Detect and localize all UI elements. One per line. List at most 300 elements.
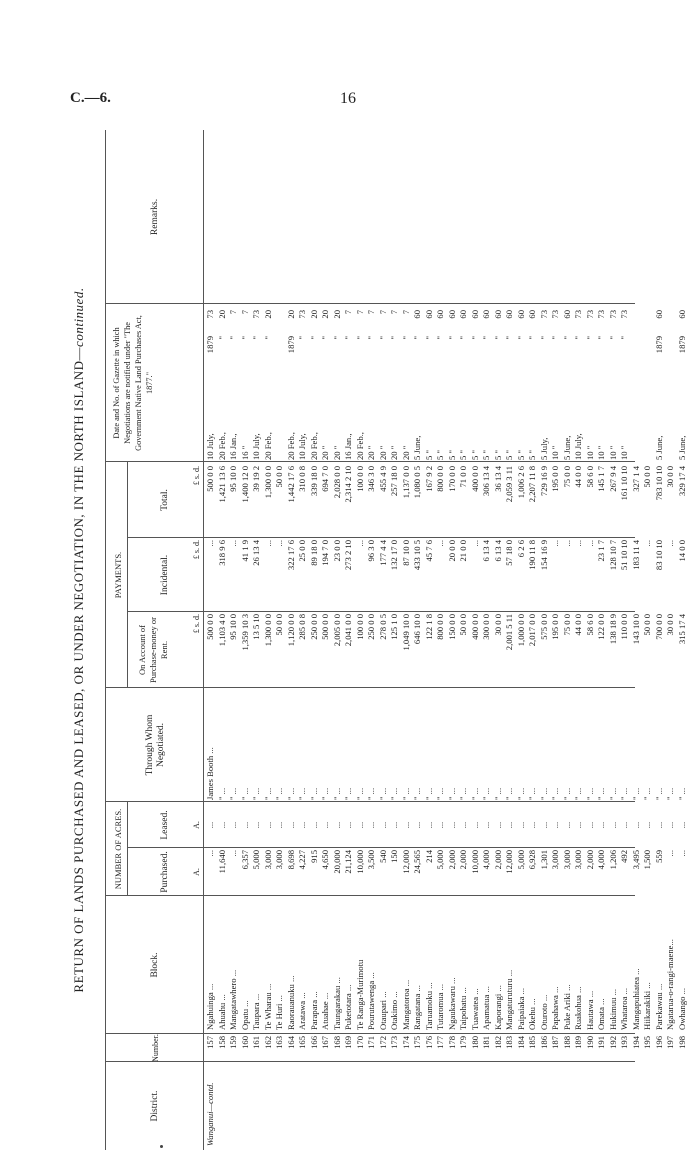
table-row	[401, 130, 413, 1150]
row-gazette-number: 60	[446, 310, 457, 319]
table-row	[516, 130, 528, 1150]
row-number: 159	[228, 1036, 238, 1049]
table-row	[412, 130, 424, 1150]
row-leased: ...	[262, 821, 273, 829]
row-gazette-year: "	[239, 336, 250, 340]
col-header-remarks: Remarks.	[150, 198, 160, 236]
row-purchased: 5,000	[435, 850, 445, 870]
row-gazette-number: 73	[584, 310, 595, 319]
row-leased: ...	[400, 821, 411, 829]
table-row	[320, 130, 332, 1150]
row-gazette-date: 10 July,	[297, 433, 307, 460]
row-block: Puketotara ...	[343, 984, 353, 1030]
row-gazette-year: "	[251, 336, 261, 340]
table-row	[297, 130, 309, 1150]
row-gazette-date: 20 "	[377, 445, 388, 460]
table-row	[355, 130, 367, 1150]
table-row	[539, 130, 551, 1150]
row-block: Te Huri ...	[274, 995, 284, 1030]
table-row	[504, 130, 516, 1150]
row-total: 2,059 3 11	[504, 466, 514, 503]
row-gazette-year: 1879	[676, 336, 687, 354]
table-row	[585, 130, 597, 1150]
row-negotiated: " ...	[389, 787, 399, 800]
row-negotiated: " ...	[596, 787, 606, 800]
row-incidental: 51 10 10	[619, 540, 629, 571]
row-gazette-year: "	[320, 336, 330, 340]
row-gazette-date: 10 "	[619, 445, 629, 460]
row-total: 327 1 4	[630, 466, 641, 492]
table-row	[228, 130, 240, 1150]
row-gazette-number: 7	[366, 310, 376, 315]
row-block: Tuawatea ...	[469, 988, 480, 1030]
row-purchased: 12,000	[400, 850, 411, 874]
row-gazette-number: 73	[607, 310, 618, 319]
row-gazette-date: 16 "	[239, 445, 250, 460]
row-negotiated: " ...	[320, 787, 330, 800]
row-number: 185	[527, 1036, 537, 1049]
row-incidental: 87 10 0	[400, 540, 411, 566]
row-gazette-year: "	[308, 336, 319, 340]
row-leased: ...	[285, 821, 296, 829]
row-on-account: 400 0 0	[469, 614, 480, 640]
row-gazette-year: "	[550, 336, 560, 340]
row-negotiated: " ...	[239, 787, 250, 800]
row-total: 71 0 0	[458, 466, 468, 488]
row-purchased: 214	[423, 850, 434, 863]
row-block: Rangatana ...	[412, 985, 422, 1030]
row-purchased: 3,000	[550, 850, 560, 870]
row-incidental: ...	[561, 540, 572, 547]
row-leased: ...	[366, 821, 376, 829]
row-gazette-number: 60	[481, 310, 491, 319]
row-gazette-number: 7	[354, 310, 365, 315]
row-purchased: 3,000	[573, 850, 583, 870]
row-gazette-year: "	[584, 336, 595, 340]
row-on-account: 50 0 0	[274, 614, 284, 636]
row-block: Oturoto ...	[538, 994, 549, 1030]
row-leased: ...	[515, 821, 526, 829]
row-on-account: 250 0 0	[366, 614, 376, 640]
row-purchased: 24,565	[412, 850, 422, 874]
row-negotiated: " ...	[584, 787, 595, 800]
row-gazette-number: 20	[331, 310, 342, 319]
row-total: 170 0 0	[446, 466, 457, 492]
row-incidental: 128 10 7	[607, 540, 618, 571]
table-row	[343, 130, 355, 1150]
row-leased: ...	[458, 821, 468, 829]
row-number: 181	[481, 1036, 491, 1049]
row-gazette-number: 73	[538, 310, 549, 319]
row-gazette-year: "	[435, 336, 445, 340]
row-gazette-date: 5 "	[515, 450, 526, 460]
row-incidental: 23 1 7	[596, 540, 606, 562]
row-on-account: 646 10 0	[412, 614, 422, 645]
row-negotiated: " ...	[504, 787, 514, 800]
col-header-date: Date and No. of Gazette in which Negotiations are notified under "The Government Native Land Purchases Act, 1877."	[112, 315, 154, 451]
row-gazette-date: 20 Feb.,	[216, 432, 227, 460]
row-negotiated: " ...	[492, 787, 503, 800]
row-leased: ...	[642, 821, 652, 829]
row-gazette-number: 60	[458, 310, 468, 319]
row-purchased: 5,000	[515, 850, 526, 870]
row-block: Kaporangi ...	[492, 985, 503, 1030]
row-gazette-date: 20 "	[366, 445, 376, 460]
table-row	[389, 130, 401, 1150]
row-negotiated: " ...	[297, 787, 307, 800]
row-total: 346 3 0	[366, 466, 376, 492]
row-gazette-number: 7	[239, 310, 250, 315]
row-gazette-number: 7	[389, 310, 399, 315]
row-incidental: 273 2 10	[343, 540, 353, 571]
row-block: Omata ...	[596, 998, 606, 1030]
row-leased: ...	[423, 821, 434, 829]
row-incidental: 132 17 0	[389, 540, 399, 571]
row-negotiated: " ...	[423, 787, 434, 800]
row-gazette-year: "	[354, 336, 365, 340]
row-total: 500 0 0	[205, 466, 215, 492]
row-purchased: 12,000	[504, 850, 514, 874]
row-number: 195	[642, 1036, 652, 1049]
row-negotiated: " ...	[538, 787, 549, 800]
table-row	[332, 130, 344, 1150]
row-leased: ...	[412, 821, 422, 829]
row-gazette-date: 5 July,	[538, 437, 549, 460]
row-total: 2,207 11 8	[527, 466, 537, 503]
row-number: 197	[665, 1036, 675, 1049]
row-block: Ngatarua-o-rangi-maene...	[665, 939, 675, 1030]
row-gazette-year: "	[412, 336, 422, 340]
row-incidental: 41 1 9	[239, 540, 250, 562]
row-leased: ...	[320, 821, 330, 829]
row-on-account: 50 0 0	[458, 614, 468, 636]
row-gazette-date: 10 "	[596, 445, 606, 460]
row-incidental: 190 11 8	[527, 540, 537, 570]
row-number: 171	[366, 1036, 376, 1049]
row-leased: ...	[538, 821, 549, 829]
row-purchased: 1,301	[538, 850, 549, 870]
row-negotiated: " ...	[343, 787, 353, 800]
row-gazette-date: 5 "	[469, 450, 480, 460]
row-total: 800 0 0	[435, 466, 445, 492]
row-number: 164	[285, 1036, 296, 1049]
row-negotiated: " ...	[458, 787, 468, 800]
col-header-district: District.	[150, 1090, 160, 1122]
row-negotiated: " ...	[527, 787, 537, 800]
unit-purchased: A.	[192, 868, 201, 876]
row-total: 310 0 8	[297, 466, 307, 492]
row-purchased: 4,000	[481, 850, 491, 870]
row-block: Raorauanuku ...	[285, 975, 296, 1030]
row-incidental: 89 18 0	[308, 540, 319, 566]
row-number: 168	[331, 1036, 342, 1049]
row-gazette-year: "	[366, 336, 376, 340]
row-total: 339 18 0	[308, 466, 319, 497]
table-row	[274, 130, 286, 1150]
row-gazette-number: 73	[573, 310, 583, 319]
table-row	[550, 130, 562, 1150]
row-gazette-number: 60	[492, 310, 503, 319]
row-number: 179	[458, 1036, 468, 1049]
row-gazette-year: "	[331, 336, 342, 340]
row-block: Taungarakau ...	[331, 977, 342, 1030]
row-on-account: 75 0 0	[561, 614, 572, 636]
row-number: 166	[308, 1036, 319, 1049]
row-total: 694 7 0	[320, 466, 330, 492]
table-row	[309, 130, 321, 1150]
row-number: 191	[596, 1036, 606, 1049]
row-gazette-date: 5 June,	[653, 435, 664, 460]
row-purchased: 915	[308, 850, 319, 863]
row-on-account: 195 0 0	[550, 614, 560, 640]
row-leased: ...	[228, 821, 238, 829]
row-number: 182	[492, 1036, 503, 1049]
row-on-account: 122 0 0	[596, 614, 606, 640]
row-purchased: ...	[205, 850, 215, 857]
col-header-block: Block.	[150, 952, 160, 978]
table-row	[251, 130, 263, 1150]
row-purchased: 1,206	[607, 850, 618, 870]
row-leased: ...	[389, 821, 399, 829]
row-gazette-year: "	[423, 336, 434, 340]
row-gazette-year: "	[596, 336, 606, 340]
row-leased: ...	[492, 821, 503, 829]
row-total: 195 0 0	[550, 466, 560, 492]
row-total: 95 10 0	[228, 466, 238, 492]
row-incidental: ...	[205, 540, 215, 547]
row-on-account: 2,001 5 11	[504, 614, 514, 651]
row-gazette-number: 60	[435, 310, 445, 319]
table-row	[458, 130, 470, 1150]
row-negotiated: " ...	[285, 787, 296, 800]
acres-group-rule	[127, 802, 128, 896]
row-block: Te Wharau ...	[262, 983, 273, 1030]
row-block: Whataroa ...	[619, 988, 629, 1030]
row-gazette-date: 10 July,	[205, 433, 215, 460]
header-bottom-rule	[203, 130, 204, 1150]
row-leased: ...	[297, 821, 307, 829]
row-block: Taruamoku ...	[423, 982, 434, 1030]
row-total: 1,137 0 0	[400, 466, 411, 499]
row-total: 783 10 10	[653, 466, 664, 501]
row-gazette-number: 73	[251, 310, 261, 319]
row-gazette-date: 16 Jan.,	[228, 433, 238, 460]
row-total: 1,421 13 6	[216, 466, 227, 503]
row-gazette-date: 10 July,	[251, 433, 261, 460]
row-number: 172	[377, 1036, 388, 1049]
row-number: 178	[446, 1036, 457, 1049]
col-header-on-account: On Account of Purchase-money or Rent.	[137, 617, 169, 683]
row-block: Hiikarakiki ...	[642, 982, 652, 1030]
row-number: 174	[400, 1036, 411, 1049]
row-total: 267 9 4	[607, 466, 618, 492]
table-row	[562, 130, 574, 1150]
row-incidental: 194 7 0	[320, 540, 330, 566]
table-row	[481, 130, 493, 1150]
col-header-incidental: Incidental.	[160, 554, 170, 596]
row-on-account: 2,041 0 0	[343, 614, 353, 647]
row-incidental: 6 13 4	[492, 540, 503, 562]
table-row	[447, 130, 459, 1150]
row-leased: ...	[630, 821, 641, 829]
table-row	[619, 130, 631, 1150]
row-on-account: 1,000 0 0	[515, 614, 526, 647]
row-negotiated: " ...	[435, 787, 445, 800]
row-gazette-year: "	[573, 336, 583, 340]
row-gazette-number: 7	[228, 310, 238, 315]
row-negotiated: " ...	[216, 787, 227, 800]
row-block: Opatu ...	[239, 1000, 250, 1030]
row-number: 175	[412, 1036, 422, 1049]
unit-on-account: £ s. d.	[192, 614, 201, 634]
col-header-payments-group: PAYMENTS.	[113, 551, 123, 599]
row-block: Ngahuinga ...	[205, 983, 215, 1030]
row-gazette-date: 20 "	[389, 445, 399, 460]
row-purchased: 21,124	[343, 850, 353, 874]
row-on-account: 95 10 0	[228, 614, 238, 640]
row-purchased: 492	[619, 850, 629, 863]
row-incidental: 177 4 4	[377, 540, 388, 566]
row-on-account: 2,005 0 0	[331, 614, 342, 647]
row-incidental: ...	[228, 540, 238, 547]
row-total: 167 9 2	[423, 466, 434, 492]
row-gazette-number: 20	[285, 310, 296, 319]
table-row	[286, 130, 298, 1150]
row-total: 257 18 0	[389, 466, 399, 497]
row-gazette-year: 1879	[205, 336, 215, 354]
row-incidental: ...	[584, 540, 595, 547]
row-leased: ...	[550, 821, 560, 829]
row-total: 100 0 0	[354, 466, 365, 492]
row-leased: ...	[527, 821, 537, 829]
page-number: 16	[340, 90, 356, 107]
row-district: Wanganui—contd.	[205, 1082, 215, 1146]
row-block: Otakimo ...	[389, 991, 399, 1030]
row-on-account: 30 0 0	[492, 614, 503, 636]
row-total: 400 0 0	[469, 466, 480, 492]
table-row	[378, 130, 390, 1150]
row-purchased: 3,000	[561, 850, 572, 870]
col-header-total: Total.	[160, 489, 170, 511]
row-negotiated: " ...	[377, 787, 388, 800]
row-incidental: ...	[573, 540, 583, 547]
row-gazette-date: 20 Feb.,	[354, 432, 365, 460]
row-total: 455 4 9	[377, 466, 388, 492]
row-leased: ...	[308, 821, 319, 829]
row-block: Te Ranga-Murimotu	[354, 959, 365, 1030]
row-gazette-year: 1879	[285, 336, 296, 354]
row-gazette-number: 20	[216, 310, 227, 319]
row-total: 2,314 2 10	[343, 466, 353, 503]
table-row	[217, 130, 229, 1150]
row-leased: ...	[446, 821, 457, 829]
row-purchased: 5,000	[251, 850, 261, 870]
row-block: Owhango ...	[676, 987, 687, 1030]
row-gazette-date: 5 "	[446, 450, 457, 460]
row-leased: ...	[216, 821, 227, 829]
row-incidental: ...	[435, 540, 445, 547]
row-block: Mangatawhero ...	[228, 969, 238, 1030]
table-row	[240, 130, 252, 1150]
table-row	[631, 130, 643, 1150]
row-gazette-number: 73	[297, 310, 307, 319]
table-title-main: RETURN OF LANDS PURCHASED AND LEASED, OR UNDER NEGOTIATION, IN THE NORTH ISLAND—	[71, 346, 86, 993]
row-leased: ...	[251, 821, 261, 829]
row-leased: ...	[504, 821, 514, 829]
row-gazette-date: 5 "	[527, 450, 537, 460]
row-number: 158	[216, 1036, 227, 1049]
row-negotiated: " ...	[619, 787, 629, 800]
row-negotiated: " ...	[308, 787, 319, 800]
row-negotiated: " ...	[446, 787, 457, 800]
row-incidental: 154 16 9	[538, 540, 549, 571]
row-gazette-date: 20 Feb.,	[285, 432, 296, 460]
row-number: 177	[435, 1036, 445, 1049]
row-gazette-number: 60	[515, 310, 526, 319]
row-gazette-number: 73	[550, 310, 560, 319]
row-leased: ...	[481, 821, 491, 829]
col-header-purchased: Purchased.	[160, 851, 170, 893]
row-gazette-year: "	[458, 336, 468, 340]
row-leased: ...	[377, 821, 388, 829]
row-gazette-date: 5 "	[504, 450, 514, 460]
row-block: Ruakohua ...	[573, 986, 583, 1030]
table-row	[493, 130, 505, 1150]
row-number: 173	[389, 1036, 399, 1049]
row-negotiated: " ...	[642, 787, 652, 800]
row-purchased: 3,000	[262, 850, 273, 870]
row-purchased: 4,000	[596, 850, 606, 870]
row-number: 186	[538, 1036, 549, 1049]
row-leased: ...	[619, 821, 629, 829]
row-negotiated: James Booth ...	[205, 747, 215, 800]
row-block: Apamatua ...	[481, 986, 491, 1030]
payments-group-rule	[127, 462, 128, 688]
row-block: Aratawa ...	[297, 992, 307, 1030]
row-gazette-date: 5 June,	[676, 435, 687, 460]
row-gazette-date: 5 June,	[561, 435, 572, 460]
row-total: 39 19 2	[251, 466, 261, 492]
row-number: 183	[504, 1036, 514, 1049]
row-negotiated: " ...	[400, 787, 411, 800]
row-gazette-date: 10 "	[550, 445, 560, 460]
row-leased: ...	[274, 821, 284, 829]
row-purchased: 2,000	[458, 850, 468, 870]
row-gazette-date: 5 "	[481, 450, 491, 460]
row-incidental: ...	[665, 540, 675, 547]
row-total: 161 10 10	[619, 466, 629, 501]
row-on-account: 800 0 0	[435, 614, 445, 640]
row-purchased: 2,000	[584, 850, 595, 870]
row-on-account: 1,103 4 0	[216, 614, 227, 647]
row-gazette-date: 5 "	[492, 450, 503, 460]
row-purchased: 8,698	[285, 850, 296, 870]
row-incidental: 433 10 5	[412, 540, 422, 571]
table-row	[435, 130, 447, 1150]
row-total: 2,028 0 0	[331, 466, 342, 499]
row-gazette-number: 60	[469, 310, 480, 319]
row-incidental: 6 13 4	[481, 540, 491, 562]
row-leased: ...	[331, 821, 342, 829]
row-purchased: 3,500	[366, 850, 376, 870]
row-purchased: 10,000	[354, 850, 365, 874]
row-purchased: ...	[228, 850, 238, 857]
row-negotiated: " ...	[262, 787, 273, 800]
row-incidental: 322 17 6	[285, 540, 296, 571]
row-total: 1,080 0 5	[412, 466, 422, 499]
row-negotiated: " ...	[481, 787, 491, 800]
row-on-account: 150 0 0	[446, 614, 457, 640]
